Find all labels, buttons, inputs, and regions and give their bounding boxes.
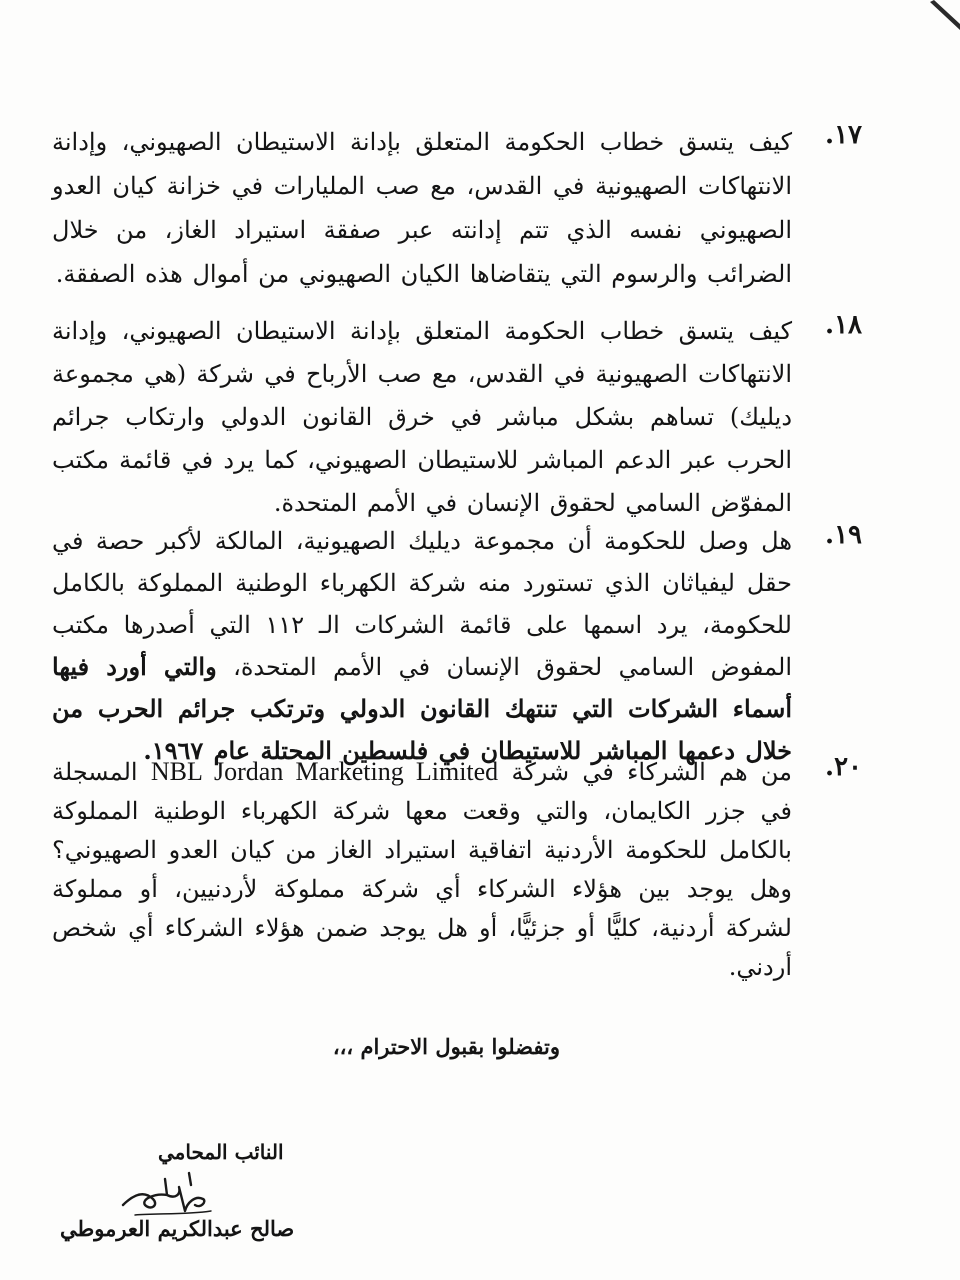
item-number: .١٩ — [825, 520, 862, 550]
closing-salutation: وتفضلوا بقبول الاحترام ،،، — [332, 1034, 560, 1059]
item-text-regular: هل وصل للحكومة أن مجموعة ديليك الصهيونية، المالكة لأكبر حصة في حقل ليفياثان الذي تستورد منه شركة الكهرباء الوطنية المملوكة بالكامل للحكومة، يرد اسمها على قائمة الشركات الـ ١١٢ التي أصدرها مكتب المفوض السامي لحقوق الإنسان في الأمم المتحدة، — [52, 527, 793, 681]
question-item-20 — [52, 752, 862, 987]
item-text — [52, 752, 792, 987]
page-corner-mark — [920, 0, 960, 40]
item-number: .١٨ — [825, 310, 862, 340]
question-item-19 — [52, 520, 862, 772]
item-text — [52, 520, 792, 772]
item-text: كيف يتسق خطاب الحكومة المتعلق بإدانة الاستيطان الصهيوني، وإدانة الانتهاكات الصهيونية في القدس، مع صب الأرباح في شركة (هي مجموعة ديليك) تساهم بشكل مباشر في خرق القانون الدولي وارتكاب جرائم الحرب عبر الدعم المباشر للاستيطان الصهيوني، كما يرد في قائمة مكتب المفوّض السامي لحقوق الإنسان في الأمم المتحدة. — [52, 317, 793, 517]
question-item-18 — [52, 310, 862, 525]
item-text-after: المسجلة في جزر الكايمان، والتي وقعت معها شركة الكهرباء الوطنية المملوكة بالكامل للحكومة الأردنية اتفاقية استيراد الغاز من كيان العدو الصهيوني؟ وهل يوجد بين هؤلاء الشركاء أي شركة مملوكة لأردنيين، أو مملوكة لشركة أردنية، كليًّا أو جزئيًّا، أو هل يوجد ضمن هؤلاء الشركاء أي شخص أردني. — [52, 758, 792, 981]
company-name: NBL Jordan Marketing Limited — [150, 757, 499, 786]
signatory-title: النائب المحامي — [158, 1140, 284, 1164]
question-item-17 — [52, 120, 862, 296]
signatory-name: صالح عبدالكريم العرموطي — [60, 1216, 295, 1241]
item-text-bold: والتي أورد فيها أسماء الشركات التي تنتهك القانون الدولي وترتكب جرائم الحرب من خلال دعمها المباشر للاستيطان في فلسطين المحتلة عام ١٩٦٧. — [52, 652, 792, 765]
signature-block — [40, 1130, 340, 1260]
item-number: .٢٠ — [825, 752, 862, 782]
item-text-before: من هم الشركاء في شركة — [511, 758, 792, 786]
item-text: كيف يتسق خطاب الحكومة المتعلق بإدانة الاستيطان الصهيوني، وإدانة الانتهاكات الصهيونية في القدس، مع صب المليارات في خزانة كيان العدو الصهيوني نفسه الذي تتم إدانته عبر صفقة استيراد الغاز، من خلال الضرائب والرسوم التي يتقاضاها الكيان الصهيوني من أموال هذه الصفقة. — [52, 128, 792, 288]
item-number: .١٧ — [825, 120, 862, 150]
